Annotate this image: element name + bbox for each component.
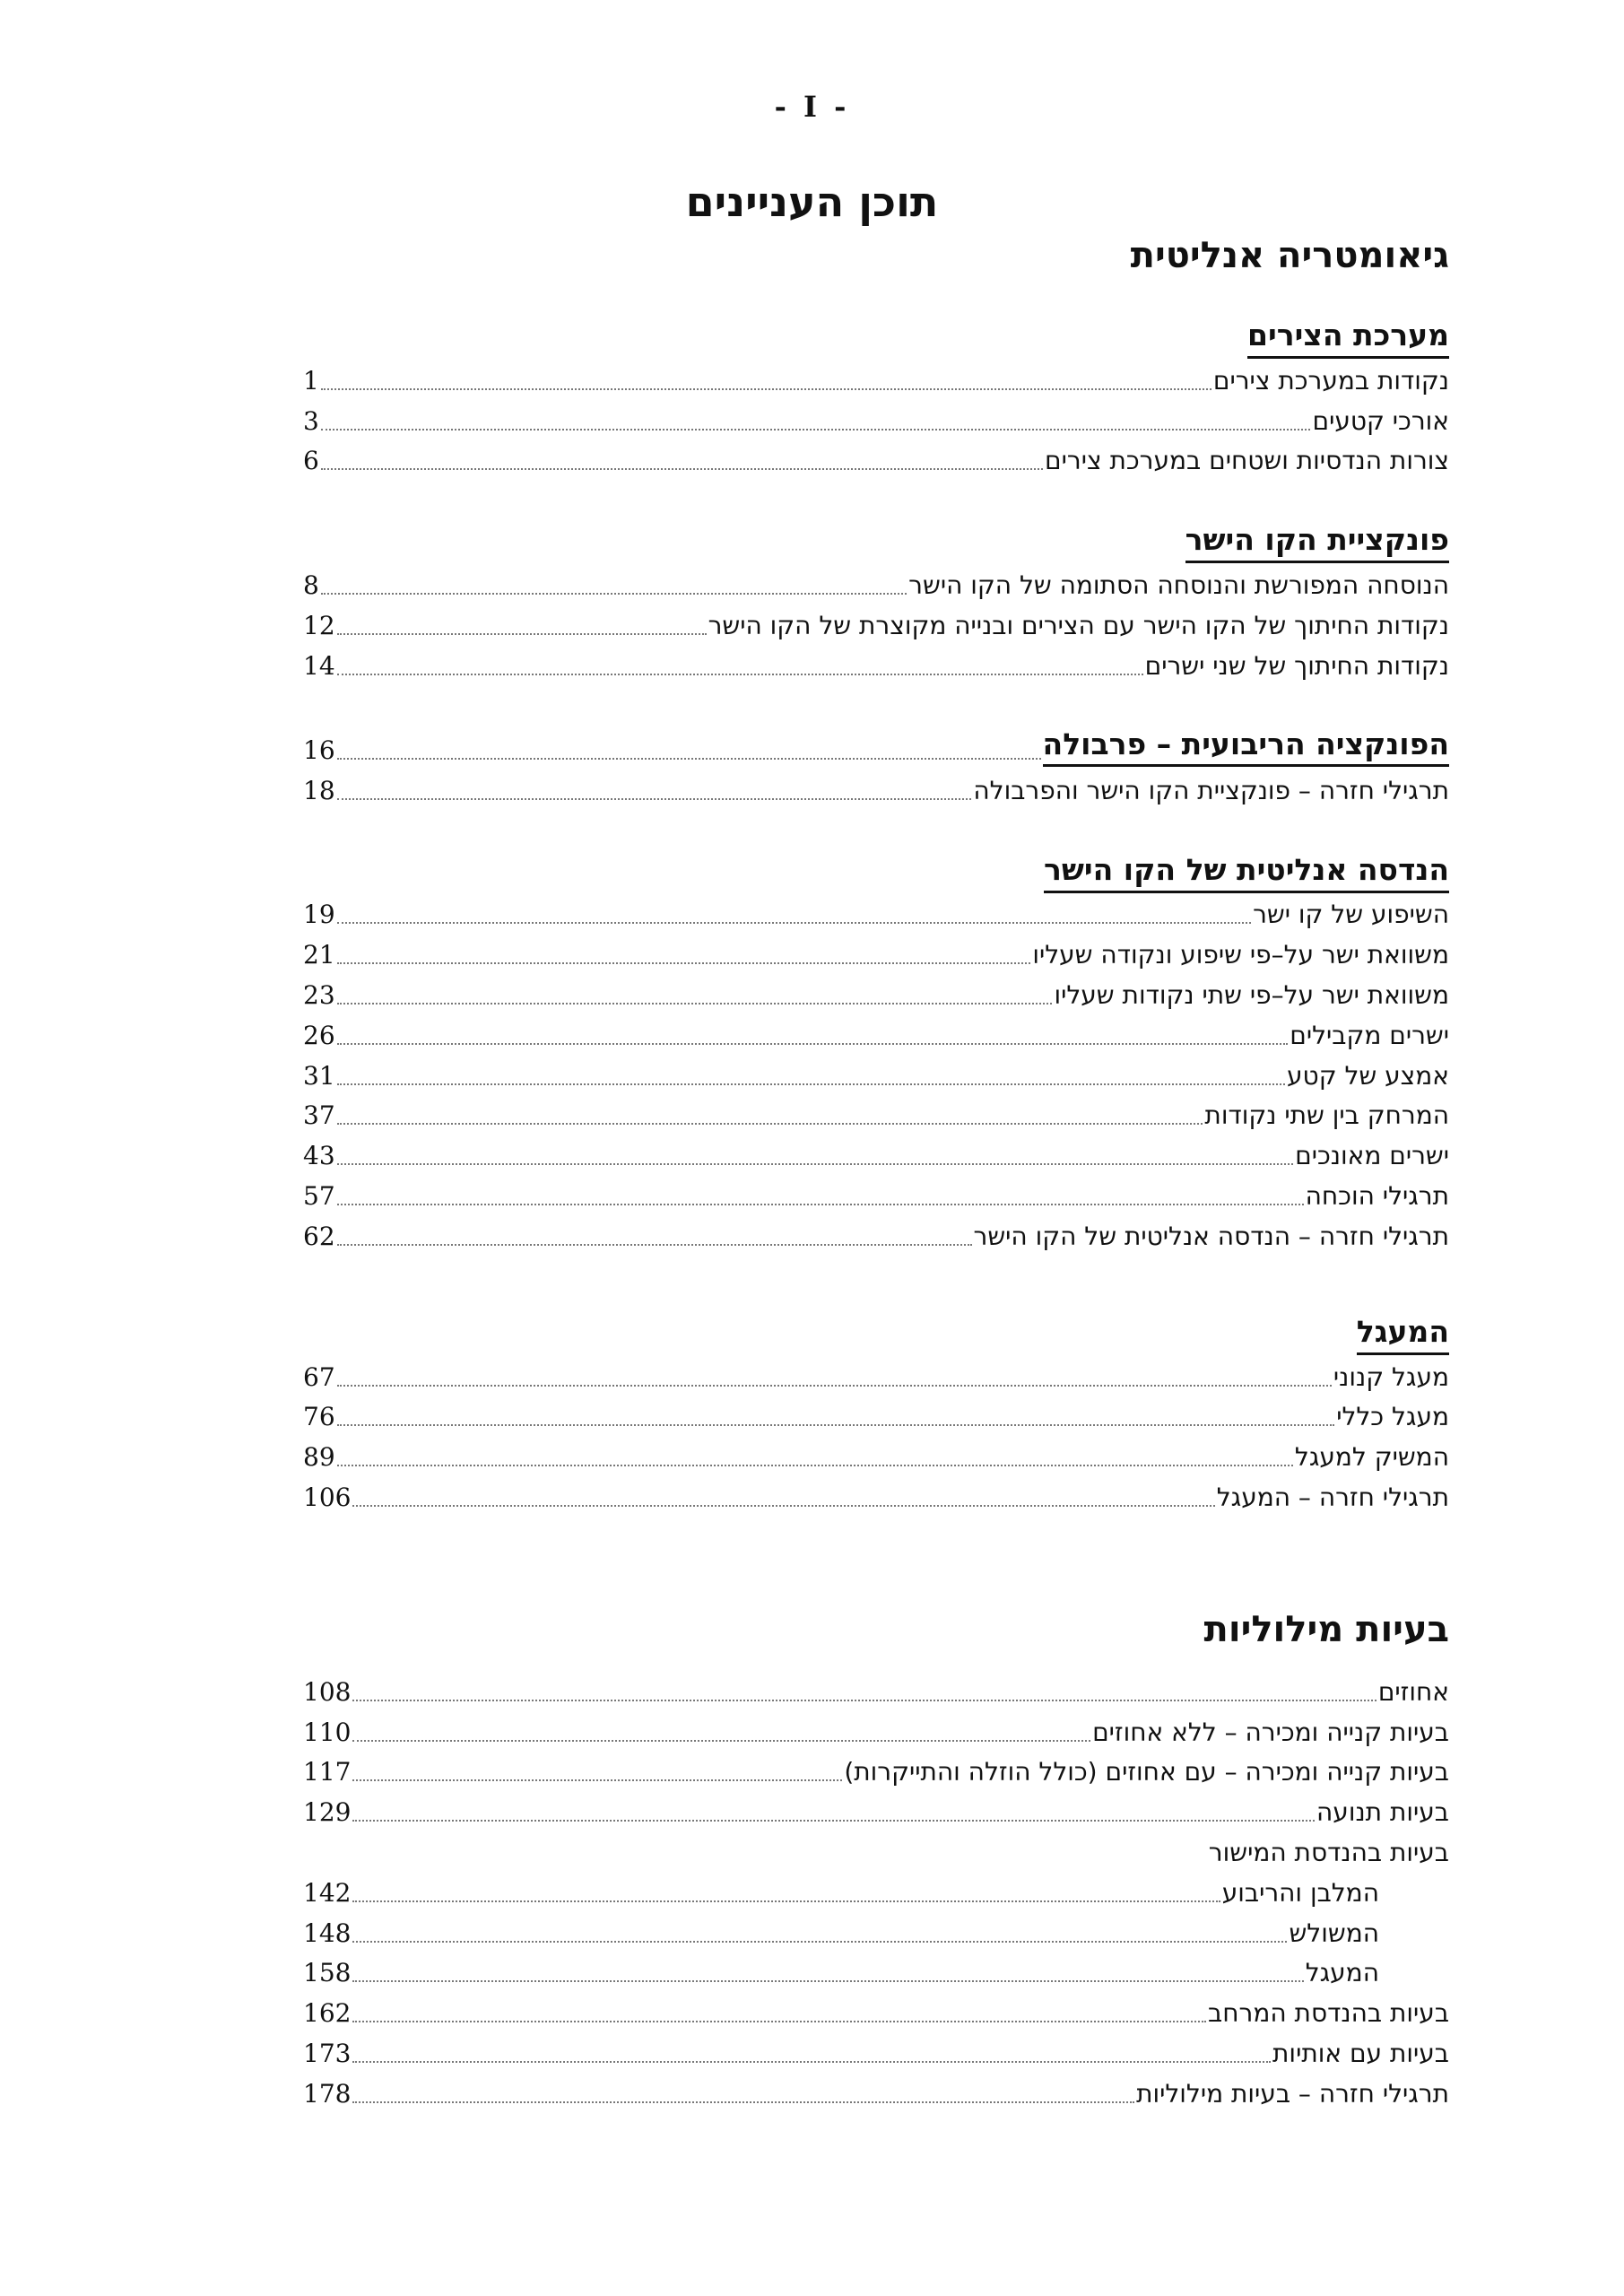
toc-entry[interactable]: תרגילי הוכחה 57: [303, 1180, 1449, 1211]
page-ref: 57: [303, 1180, 335, 1211]
dot-leader: [352, 1980, 1303, 1982]
dot-leader: [352, 1505, 1214, 1507]
dot-leader: [337, 633, 707, 635]
dot-leader: [352, 2021, 1206, 2022]
toc-entry[interactable]: תרגילי חזרה – פונקציית הקו הישר והפרבולה 18: [303, 775, 1449, 805]
toc-entry[interactable]: ישרים מקבילים 26: [303, 1020, 1449, 1050]
page-ref: 37: [303, 1100, 335, 1131]
page-ref: 6: [303, 446, 319, 476]
toc-entry[interactable]: נקודות החיתוך של שני ישרים 14: [303, 650, 1449, 681]
toc-entry[interactable]: משוואת ישר על–פי שתי נקודות שעליו 23: [303, 979, 1449, 1010]
dot-leader: [352, 2061, 1271, 2063]
toc-entry[interactable]: בעיות קנייה ומכירה – עם אחוזים (כולל הוזלה והתייקרות) 117: [303, 1757, 1449, 1787]
toc-entry[interactable]: נקודות החיתוך של הקו הישר עם הצירים ובנייה מקוצרת של הקו הישר 12: [303, 610, 1449, 640]
part-title-analytic-geometry: גיאומטריה אנליטית: [1130, 235, 1449, 276]
dot-leader: [337, 674, 1143, 675]
dot-leader: [352, 1700, 1376, 1701]
dot-leader: [352, 1740, 1090, 1742]
toc-entry[interactable]: תרגילי חזרה – בעיות מילוליות 178: [303, 2078, 1449, 2109]
page-ref: 110: [303, 1717, 352, 1747]
dot-leader: [321, 593, 907, 595]
page-ref: 173: [303, 2038, 352, 2068]
dot-leader: [352, 1941, 1287, 1943]
toc-entry[interactable]: מעגל קנוני 67: [303, 1361, 1449, 1392]
toc-section-heading[interactable]: בעיות בהנדסת המישור: [1208, 1837, 1449, 1867]
page-ref: 1: [303, 365, 319, 396]
chapter-title-coordinate-system[interactable]: מערכת הצירים: [303, 310, 1449, 359]
dot-leader: [337, 798, 972, 800]
toc-entry[interactable]: בעיות תנועה 129: [303, 1797, 1449, 1828]
page-ref: 16: [303, 735, 335, 765]
toc-entry[interactable]: בעיות בהנדסת המרחב 162: [303, 1998, 1449, 2029]
toc-entry[interactable]: המרחק בין שתי נקודות 37: [303, 1100, 1449, 1131]
page-ref: 14: [303, 650, 335, 681]
toc-entry[interactable]: משוואת ישר על–פי שיפוע ונקודה שעליו 21: [303, 940, 1449, 970]
page-ref: 67: [303, 1361, 335, 1392]
page-ref: 3: [303, 405, 319, 436]
toc-entry[interactable]: בעיות עם אותיות 173: [303, 2038, 1449, 2068]
dot-leader: [337, 1083, 1285, 1085]
toc-entry[interactable]: אחוזים 108: [303, 1676, 1449, 1707]
page-ref: 148: [303, 1918, 352, 1948]
toc-entry[interactable]: תרגילי חזרה – הנדסה אנליטית של הקו הישר 62: [303, 1221, 1449, 1251]
dot-leader: [337, 1424, 1335, 1426]
dot-leader: [337, 1465, 1293, 1466]
page-ref: 76: [303, 1402, 335, 1432]
toc-entry[interactable]: מעגל כללי 76: [303, 1402, 1449, 1432]
dot-leader: [337, 1043, 1289, 1045]
page-ref: 62: [303, 1221, 335, 1251]
page-ref: 8: [303, 570, 319, 601]
chapter-title-parabola[interactable]: הפונקציה הריבועית – פרבולה 16: [303, 726, 1449, 765]
toc-entry[interactable]: המשיק למעגל 89: [303, 1442, 1449, 1473]
page-ref: 106: [303, 1482, 352, 1512]
dot-leader: [337, 1204, 1304, 1205]
toc-entry[interactable]: בעיות קנייה ומכירה – ללא אחוזים 110: [303, 1717, 1449, 1747]
page-ref: 162: [303, 1998, 352, 2029]
page-ref: 43: [303, 1141, 335, 1171]
page-ref: 18: [303, 775, 335, 805]
dot-leader: [337, 1244, 972, 1246]
dot-leader: [337, 1003, 1053, 1004]
chapter-title-circle[interactable]: המעגל: [303, 1307, 1449, 1355]
page-title: תוכן העניינים: [685, 178, 939, 226]
dot-leader: [321, 468, 1043, 470]
toc-entry[interactable]: הנוסחה המפורשת והנוסחה הסתומה של הקו הישר 8: [303, 570, 1449, 601]
toc-entry[interactable]: נקודות במערכת צירים 1: [303, 365, 1449, 396]
page-ref: 31: [303, 1060, 335, 1091]
page-number: - I -: [774, 90, 850, 124]
page-ref: 19: [303, 900, 335, 930]
toc-entry[interactable]: אמצע של קטע 31: [303, 1060, 1449, 1091]
dot-leader: [337, 1123, 1203, 1125]
toc-subentry[interactable]: המעגל 158: [303, 1958, 1379, 1988]
page-ref: 12: [303, 610, 335, 640]
part-title-word-problems: בעיות מילוליות: [1203, 1608, 1449, 1650]
page-ref: 23: [303, 979, 335, 1010]
page-ref: 178: [303, 2078, 352, 2109]
dot-leader: [337, 1385, 1332, 1387]
toc-entry[interactable]: צורות הנדסיות ושטחים במערכת צירים 6: [303, 446, 1449, 476]
page-ref: 89: [303, 1442, 335, 1473]
page-ref: 117: [303, 1757, 352, 1787]
page-ref: 21: [303, 940, 335, 970]
toc-subentry[interactable]: המשולש 148: [303, 1918, 1379, 1948]
dot-leader: [352, 2101, 1134, 2103]
page-ref: 129: [303, 1797, 352, 1828]
toc-entry[interactable]: תרגילי חזרה – המעגל 106: [303, 1482, 1449, 1512]
toc-entry[interactable]: השיפוע של קו ישר 19: [303, 900, 1449, 930]
dot-leader: [321, 388, 1211, 390]
dot-leader: [352, 1820, 1315, 1822]
dot-leader: [337, 962, 1031, 964]
toc-subentry[interactable]: המלבן והריבוע 142: [303, 1877, 1379, 1908]
page-ref: 142: [303, 1877, 352, 1908]
page-ref: 108: [303, 1676, 352, 1707]
toc-entry[interactable]: אורכי קטעים 3: [303, 405, 1449, 436]
toc-entry[interactable]: ישרים מאונכים 43: [303, 1141, 1449, 1171]
chapter-title-linear-function[interactable]: פונקציית הקו הישר: [303, 515, 1449, 563]
dot-leader: [321, 429, 1311, 430]
dot-leader: [337, 758, 1041, 760]
chapter-title-analytic-line[interactable]: הנדסה אנליטית של הקו הישר: [303, 845, 1449, 893]
dot-leader: [352, 1779, 842, 1781]
page-ref: 26: [303, 1020, 335, 1050]
dot-leader: [352, 1900, 1220, 1902]
dot-leader: [337, 1163, 1293, 1165]
page-ref: 158: [303, 1958, 352, 1988]
table-of-contents: [303, 224, 1449, 2112]
dot-leader: [337, 922, 1251, 924]
